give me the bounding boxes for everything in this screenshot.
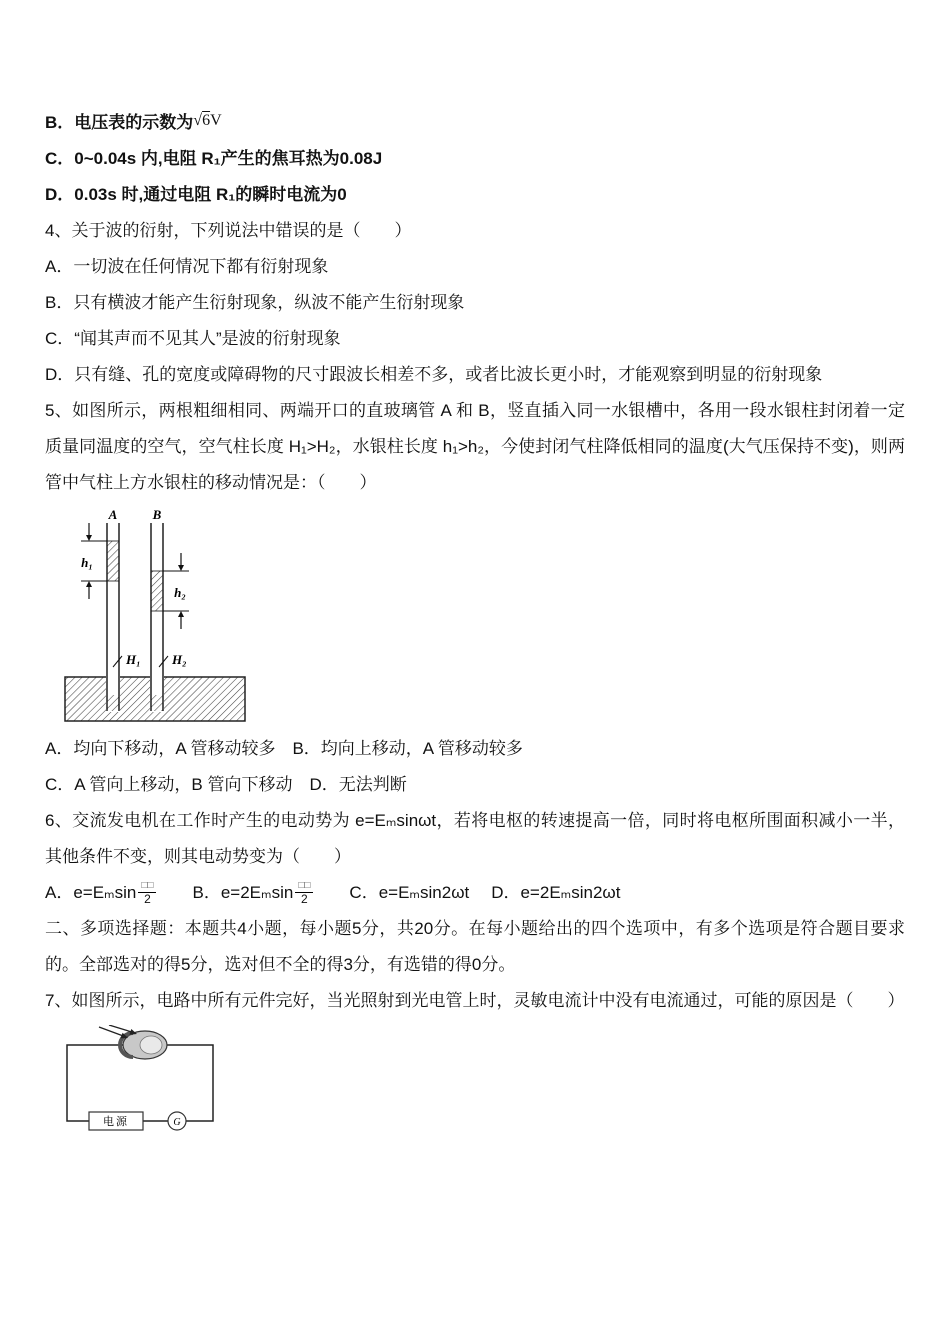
q7-figure-phototube-circuit	[53, 1025, 231, 1137]
radical-sign: √	[193, 112, 203, 129]
unit-volt: V	[210, 112, 222, 129]
q4-option-a: A．一切波在任何情况下都有衍射现象	[45, 257, 329, 276]
q6-option-b	[192, 879, 315, 907]
h1-label: h₁	[81, 555, 93, 570]
galvanometer-label: G	[173, 1117, 181, 1128]
h1-down-arrow-head	[86, 535, 92, 541]
q4-stem: 4、关于波的衍射，下列说法中错误的是（ ）	[45, 221, 412, 240]
h2-down-arrow-head	[178, 565, 184, 571]
q6-option-a-fraction	[138, 881, 156, 906]
q7-stem: 7、如图所示，电路中所有元件完好，当光照射到光电管上时，灵敏电流计中没有电流通过，可能的原因是（ ）	[45, 991, 905, 1010]
q6-options	[45, 875, 905, 911]
tube-b-mercury-column	[151, 571, 163, 611]
q5-figure-mercury-tubes	[59, 509, 251, 727]
q6-option-c: C．e=Eₘsin2ωt	[349, 883, 470, 902]
fraction-numerator: □□	[295, 881, 313, 894]
q4-option-d: D．只有缝、孔的宽度或障碍物的尺寸跟波长相差不多，或者比波长更小时，才能观察到明显的衍射现象	[45, 365, 823, 384]
H1-label: H₁	[126, 652, 141, 667]
h2-up-arrow-head	[178, 611, 184, 617]
q3-option-c: C．0~0.04s 内,电阻 R₁产生的焦耳热为0.08J	[45, 149, 383, 168]
q3-option-d: D．0.03s 时,通过电阻 R₁的瞬时电流为0	[45, 185, 347, 204]
section2-header: 二、多项选择题：本题共4小题，每小题5分，共20分。在每小题给出的四个选项中，有多个选项是符合题目要求的。全部选对的得5分，选对但不全的得3分，有选错的得0分。	[45, 919, 905, 974]
h2-label: h₂	[174, 585, 186, 600]
q4-option-c: C．“闻其声而不见其人”是波的衍射现象	[45, 329, 341, 348]
tube-a-bottom-mercury	[107, 695, 119, 711]
phototube-window	[140, 1036, 162, 1054]
radicand: 6	[202, 112, 211, 129]
H1-leader	[113, 656, 122, 667]
q3-option-b	[45, 103, 905, 141]
q3-option-b-text: B．电压表的示数为	[45, 113, 194, 132]
q6-stem: 6、交流发电机在工作时产生的电动势为 e=Eₘsinωt，若将电枢的转速提高一倍，同时将电枢所围面积减小一半，其他条件不变，则其电动势变为（ ）	[45, 811, 905, 866]
q6-option-a	[45, 879, 158, 907]
sqrt-formula	[193, 112, 221, 129]
tube-b-label: B	[152, 509, 162, 522]
fraction-numerator: □□	[138, 881, 156, 894]
q6-option-a-text: A．e=Eₘsin	[45, 883, 137, 902]
q6-option-d: D．e=2Eₘsin2ωt	[491, 883, 621, 902]
H2-label: H₂	[172, 652, 187, 667]
fraction-denominator: 2	[301, 892, 308, 907]
q6-option-b-text: B．e=2Eₘsin	[192, 883, 294, 902]
tube-a-mercury-column	[107, 541, 119, 581]
q5-options-ab: A．均向下移动，A 管移动较多 B．均向上移动，A 管移动较多	[45, 739, 523, 758]
tube-b-bottom-mercury	[151, 695, 163, 711]
q5-stem: 5、如图所示，两根粗细相同、两端开口的直玻璃管 A 和 B，竖直插入同一水银槽中，各用一段水银柱封闭着一定质量同温度的空气，空气柱长度 H₁>H₂，水银柱长度 h₁>h₂，今使封闭气柱降低相同的温度(大气压保持不变)，则两管中气柱上方水银柱的移动情况是：（ ）	[45, 401, 905, 492]
power-source-label: 电源	[103, 1116, 129, 1128]
tube-a-label: A	[108, 509, 118, 522]
q4-option-b: B．只有横波才能产生衍射现象，纵波不能产生衍射现象	[45, 293, 465, 312]
q5-options-cd: C．A 管向上移动，B 管向下移动 D．无法判断	[45, 775, 407, 794]
q6-option-b-fraction	[295, 881, 313, 906]
fraction-denominator: 2	[144, 892, 151, 907]
h1-up-arrow-head	[86, 581, 92, 587]
